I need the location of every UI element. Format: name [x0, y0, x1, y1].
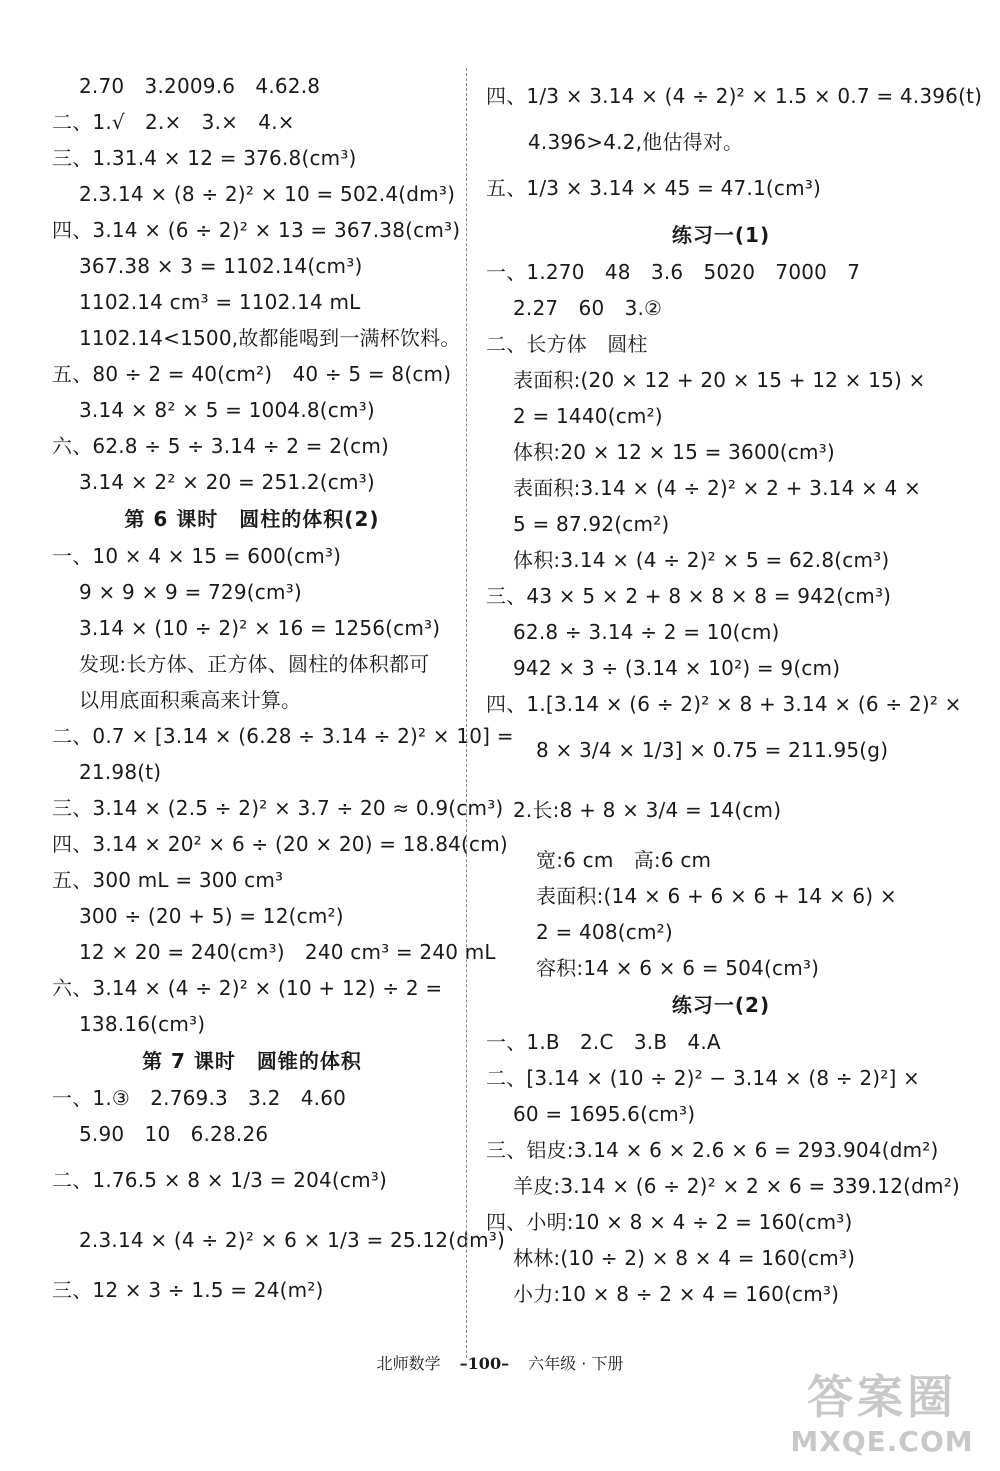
answer-line: 62.8 ÷ 3.14 ÷ 2 = 10(cm) [513, 620, 780, 644]
section-heading: 练习一(2) [671, 993, 771, 1017]
answer-line: 体积:20 × 12 × 15 = 3600(cm³) [513, 440, 835, 464]
answer-line: 367.38 × 3 = 1102.14(cm³) [79, 254, 363, 278]
answer-line: 300 ÷ (20 + 5) = 12(cm²) [79, 904, 344, 928]
answer-line: 六、3.14 × (4 ÷ 2)² × (10 + 12) ÷ 2 = [52, 976, 443, 1000]
answer-line: 一、10 × 4 × 15 = 600(cm³) [52, 544, 342, 568]
answer-line: 5.90 10 6.28.26 [79, 1122, 269, 1146]
answer-line: 二、1.√ 2.× 3.× 4.× [52, 110, 295, 134]
answer-line: 发现:长方体、正方体、圆柱的体积都可 [79, 652, 430, 676]
answer-line: 林林:(10 ÷ 2) × 8 × 4 = 160(cm³) [513, 1246, 856, 1270]
column-divider [466, 68, 467, 1358]
answer-line: 1102.14 cm³ = 1102.14 mL [79, 290, 361, 314]
answer-line: 12 × 20 = 240(cm³) 240 cm³ = 240 mL [79, 940, 496, 964]
answer-line: 三、12 × 3 ÷ 1.5 = 24(m²) [52, 1278, 324, 1302]
answer-line: 8 × 3/4 × 1/3] × 0.75 = 211.95(g) [536, 738, 889, 762]
answer-line: 60 = 1695.6(cm³) [513, 1102, 696, 1126]
answer-line: 21.98(t) [79, 760, 162, 784]
answer-line: 三、43 × 5 × 2 + 8 × 8 × 8 = 942(cm³) [486, 584, 892, 608]
answer-line: 三、铝皮:3.14 × 6 × 2.6 × 6 = 293.904(dm²) [486, 1138, 939, 1162]
answer-line: 二、长方体 圆柱 [486, 332, 648, 356]
answer-line: 2 = 1440(cm²) [513, 404, 663, 428]
answer-line: 二、0.7 × [3.14 × (6.28 ÷ 3.14 ÷ 2)² × 10] = [52, 724, 514, 748]
answer-line: 一、1.③ 2.769.3 3.2 4.60 [52, 1086, 347, 1110]
answer-line: 四、小明:10 × 8 × 4 ÷ 2 = 160(cm³) [486, 1210, 853, 1234]
answer-line: 小力:10 × 8 ÷ 2 × 4 = 160(cm³) [513, 1282, 840, 1306]
answer-line: 三、1.31.4 × 12 = 376.8(cm³) [52, 146, 357, 170]
watermark-logo [782, 1367, 982, 1463]
answer-line: 四、3.14 × (6 ÷ 2)² × 13 = 367.38(cm³) [52, 218, 461, 242]
answer-line: 942 × 3 ÷ (3.14 × 10²) = 9(cm) [513, 656, 841, 680]
answer-line: 体积:3.14 × (4 ÷ 2)² × 5 = 62.8(cm³) [513, 548, 890, 572]
answer-line: 4.396>4.2,他估得对。 [528, 130, 744, 154]
answer-line: 表面积:3.14 × (4 ÷ 2)² × 2 + 3.14 × 4 × [513, 476, 922, 500]
answer-line: 六、62.8 ÷ 5 ÷ 3.14 ÷ 2 = 2(cm) [52, 434, 390, 458]
answer-line: 五、80 ÷ 2 = 40(cm²) 40 ÷ 5 = 8(cm) [52, 362, 452, 386]
answer-line: 三、3.14 × (2.5 ÷ 2)² × 3.7 ÷ 20 ≈ 0.9(cm³) [52, 796, 504, 820]
answer-line: 表面积:(20 × 12 + 20 × 15 + 12 × 15) × [513, 368, 926, 392]
answer-line: 以用底面积乘高来计算。 [79, 688, 302, 712]
answer-line: 表面积:(14 × 6 + 6 × 6 + 14 × 6) × [536, 884, 897, 908]
page-number: –100– [459, 1354, 510, 1373]
section-heading: 第 6 课时 圆柱的体积(2) [124, 507, 380, 531]
footer-grade: 六年级 · 下册 [528, 1354, 624, 1373]
answer-line: 3.14 × 8² × 5 = 1004.8(cm³) [79, 398, 375, 422]
section-heading: 练习一(1) [671, 223, 771, 247]
section-heading: 第 7 课时 圆锥的体积 [142, 1049, 362, 1073]
answer-line: 9 × 9 × 9 = 729(cm³) [79, 580, 302, 604]
answer-line: 2.27 60 3.② [513, 296, 663, 320]
answer-line: 容积:14 × 6 × 6 = 504(cm³) [536, 956, 820, 980]
footer-subject: 北师数学 [376, 1354, 441, 1373]
answer-line: 2.长:8 + 8 × 3/4 = 14(cm) [513, 798, 782, 822]
answer-line: 2.70 3.2009.6 4.62.8 [79, 74, 321, 98]
left-column [52, 68, 514, 1308]
right-column [486, 68, 983, 1312]
answer-line: 3.14 × 2² × 20 = 251.2(cm³) [79, 470, 375, 494]
answer-line: 五、1/3 × 3.14 × 45 = 47.1(cm³) [486, 176, 822, 200]
answer-line: 宽:6 cm 高:6 cm [536, 848, 712, 872]
answer-line: 2.3.14 × (4 ÷ 2)² × 6 × 1/3 = 25.12(dm³) [79, 1228, 506, 1252]
answer-line: 3.14 × (10 ÷ 2)² × 16 = 1256(cm³) [79, 616, 441, 640]
answer-line: 四、1/3 × 3.14 × (4 ÷ 2)² × 1.5 × 0.7 = 4.396(t) [486, 84, 983, 108]
watermark-text-bottom: MXQE.COM [790, 1425, 974, 1458]
watermark-text-top: 答案圈 [807, 1370, 957, 1424]
answer-line: 二、[3.14 × (10 ÷ 2)² − 3.14 × (8 ÷ 2)²] × [486, 1066, 921, 1090]
answer-line: 四、1.[3.14 × (6 ÷ 2)² × 8 + 3.14 × (6 ÷ 2)² × [486, 692, 962, 716]
answer-line: 一、1.270 48 3.6 5020 7000 7 [486, 260, 861, 284]
answer-line: 1102.14<1500,故都能喝到一满杯饮料。 [79, 326, 461, 350]
answer-line: 5 = 87.92(cm²) [513, 512, 670, 536]
answer-line: 五、300 mL = 300 cm³ [52, 868, 284, 892]
answer-line: 138.16(cm³) [79, 1012, 206, 1036]
answer-line: 2.3.14 × (8 ÷ 2)² × 10 = 502.4(dm³) [79, 182, 456, 206]
answer-line: 二、1.76.5 × 8 × 1/3 = 204(cm³) [52, 1168, 388, 1192]
answer-line: 2 = 408(cm²) [536, 920, 673, 944]
answer-line: 四、3.14 × 20² × 6 ÷ (20 × 20) = 18.84(cm) [52, 832, 508, 856]
answer-line: 羊皮:3.14 × (6 ÷ 2)² × 2 × 6 = 339.12(dm²) [513, 1174, 960, 1198]
answer-line: 一、1.B 2.C 3.B 4.A [486, 1030, 721, 1054]
